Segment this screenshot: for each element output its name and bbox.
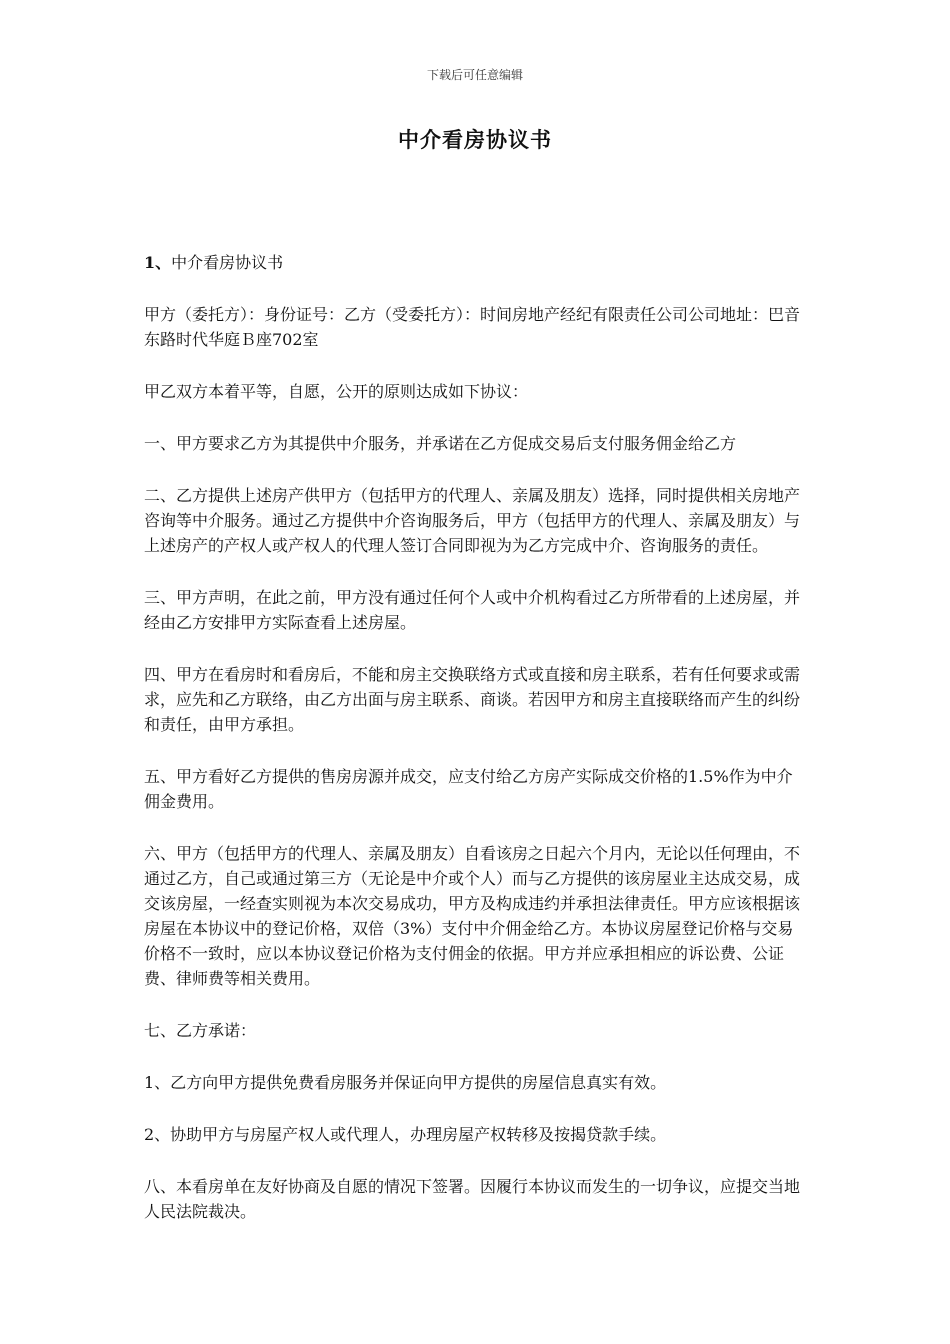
clause-8: 八、本看房单在友好协商及自愿的情况下签署。因履行本协议而发生的一切争议，应提交当地人民法院裁决。: [144, 1177, 801, 1221]
header-note: 下载后可任意编辑: [426, 68, 523, 82]
clause-2: 二、乙方提供上述房产供甲方（包括甲方的代理人、亲属及朋友）选择，同时提供相关房地产咨询等中介服务。通过乙方提供中介咨询服务后，甲方（包括甲方的代理人、亲属及朋友）与上述房产的产权人或产权人的代理人签订合同即视为为乙方完成中介、咨询服务的责任。: [144, 486, 801, 555]
clause-7-item-1: 1、乙方向甲方提供免费看房服务并保证向甲方提供的房屋信息真实有效。: [144, 1073, 667, 1092]
parties-paragraph: 甲方（委托方）：身份证号：乙方（受委托方）：时间房地产经纪有限责任公司公司地址：巴音东路时代华庭Ｂ座702室: [144, 305, 801, 349]
clause-6: 六、甲方（包括甲方的代理人、亲属及朋友）自看该房之日起六个月内，无论以任何理由，不通过乙方，自己或通过第三方（无论是中介或个人）而与乙方提供的该房屋业主达成交易，成交该房屋，一经查实则视为本次交易成功，甲方及构成违约并承担法律责任。甲方应该根据该房屋在本协议中的登记价格，双倍（3%）支付中介佣金给乙方。本协议房屋登记价格与交易价格不一致时，应以本协议登记价格为支付佣金的依据。甲方并应承担相应的诉讼费、公证费、律师费等相关费用。: [144, 844, 801, 988]
clause-4: 四、甲方在看房时和看房后，不能和房主交换联络方式或直接和房主联系，若有任何要求或需求，应先和乙方联络，由乙方出面与房主联系、商谈。若因甲方和房主直接联络而产生的纠纷和责任，由甲方承担。: [144, 665, 801, 734]
clause-5: 五、甲方看好乙方提供的售房房源并成交，应支付给乙方房产实际成交价格的1.5%作为中介佣金费用。: [144, 767, 793, 811]
document-title: 中介看房协议书: [398, 127, 552, 152]
document-body: [144, 250, 804, 1251]
clause-3: 三、甲方声明，在此之前，甲方没有通过任何个人或中介机构看过乙方所带看的上述房屋，并经由乙方安排甲方实际查看上述房屋。: [144, 588, 801, 632]
section-heading: [144, 250, 804, 275]
clause-1: 一、甲方要求乙方为其提供中介服务，并承诺在乙方促成交易后支付服务佣金给乙方: [144, 434, 737, 453]
section-number: 1、: [144, 253, 172, 272]
clause-7-item-2: 2、协助甲方与房屋产权人或代理人，办理房屋产权转移及按揭贷款手续。: [144, 1125, 667, 1144]
clause-7: 七、乙方承诺：: [144, 1021, 257, 1040]
preamble-paragraph: 甲乙双方本着平等，自愿，公开的原则达成如下协议：: [144, 382, 529, 401]
section-heading-text: 中介看房协议书: [171, 253, 284, 272]
